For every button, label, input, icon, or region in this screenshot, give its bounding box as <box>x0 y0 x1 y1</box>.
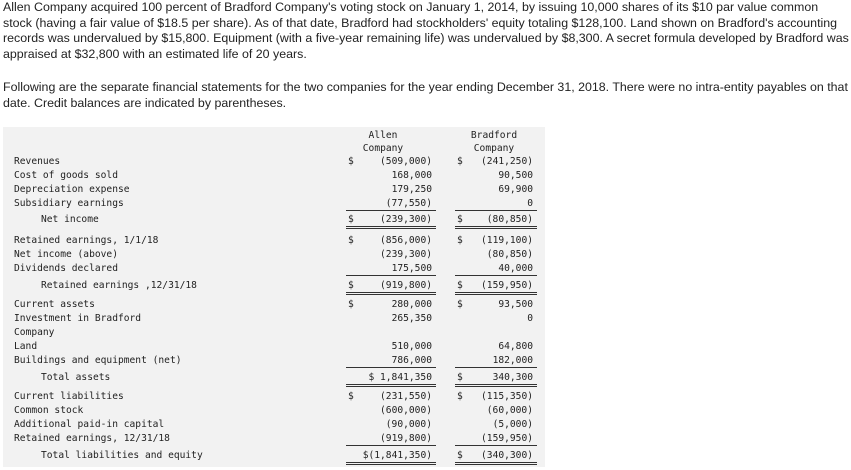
allen-amount: 510,000 <box>391 341 432 352</box>
allen-amount: (509,000) <box>380 156 432 167</box>
bradford-amount: 0 <box>527 313 533 324</box>
allen-value-cell <box>346 234 436 247</box>
allen-value-cell <box>346 169 436 182</box>
bradford-amount: (60,000) <box>486 405 533 416</box>
bradford-value-cell <box>455 371 537 387</box>
allen-amount: (239,300) <box>380 249 432 260</box>
row-label: Depreciation expense <box>14 184 130 195</box>
allen-value-cell <box>346 418 436 431</box>
bradford-value-cell <box>455 197 537 211</box>
allen-value-cell <box>346 404 436 417</box>
allen-value-cell <box>346 390 436 403</box>
bradford-value-cell <box>455 298 537 311</box>
bradford-value-cell <box>455 326 537 339</box>
allen-value-cell <box>346 197 436 211</box>
row-label: Retained earnings ,12/31/18 <box>41 280 197 291</box>
table-row <box>3 213 545 227</box>
row-label: Buildings and equipment (net) <box>14 355 182 366</box>
allen-value-cell <box>346 340 436 353</box>
bradford-amount: 0 <box>527 198 533 209</box>
allen-value-cell <box>346 183 436 196</box>
row-label: Common stock <box>14 405 84 416</box>
bradford-currency: $ <box>457 280 463 291</box>
bradford-value-cell <box>455 169 537 182</box>
bradford-amount: 340,300 <box>492 372 533 383</box>
bradford-value-cell <box>455 262 537 276</box>
table-row <box>3 418 545 432</box>
row-label: Current liabilities <box>14 391 124 402</box>
allen-amount: 265,350 <box>391 313 432 324</box>
row-label: Total liabilities and equity <box>41 450 203 461</box>
table-row <box>3 340 545 354</box>
row-label: Cost of goods sold <box>14 170 118 181</box>
instructions-paragraph: Following are the separate financial statements for the two companies for the year ending December 31, 2018. There were no intra-entity payables on that date. Credit balances are indicated by parentheses. <box>3 80 848 110</box>
table-row <box>3 449 545 463</box>
bradford-amount: (241,250) <box>481 156 533 167</box>
bradford-amount: (340,300) <box>481 450 533 461</box>
bradford-amount: 64,800 <box>498 341 533 352</box>
bradford-currency: $ <box>457 299 463 310</box>
table-row <box>3 234 545 248</box>
bradford-amount: (80,850) <box>486 249 533 260</box>
bradford-amount: 40,000 <box>498 263 533 274</box>
bradford-value-cell <box>455 354 537 368</box>
bradford-value-cell <box>455 234 537 247</box>
allen-currency: $ <box>348 299 354 310</box>
allen-currency: $ <box>348 156 354 167</box>
table-row <box>3 354 545 368</box>
allen-header-line2: Company <box>362 143 404 154</box>
bradford-value-cell <box>455 183 537 196</box>
row-label: Dividends declared <box>14 263 118 274</box>
allen-amount: 280,000 <box>391 299 432 310</box>
allen-amount: (77,550) <box>385 198 432 209</box>
bradford-amount: (119,100) <box>481 235 533 246</box>
row-label: Land <box>14 341 38 352</box>
row-label: Company <box>14 327 55 338</box>
bradford-value-cell <box>455 449 537 465</box>
table-row <box>3 197 545 211</box>
table-row <box>3 279 545 293</box>
bradford-amount: (159,950) <box>481 433 533 444</box>
table-row <box>3 183 545 197</box>
allen-amount: (90,000) <box>385 419 432 430</box>
allen-currency: $ <box>348 214 354 225</box>
bradford-value-cell <box>455 418 537 431</box>
bradford-value-cell <box>455 340 537 353</box>
row-label: Retained earnings, 12/31/18 <box>14 433 170 444</box>
allen-currency: $ <box>348 280 354 291</box>
bradford-value-cell <box>455 279 537 295</box>
allen-value-cell <box>346 298 436 311</box>
allen-amount: (600,000) <box>380 405 432 416</box>
bradford-value-cell <box>455 432 537 446</box>
financial-statements-table <box>3 127 545 467</box>
row-label: Retained earnings, 1/1/18 <box>14 235 159 246</box>
bradford-amount: (80,850) <box>486 214 533 225</box>
allen-amount: (919,800) <box>380 280 432 291</box>
allen-amount: 168,000 <box>391 170 432 181</box>
allen-currency: $ <box>348 391 354 402</box>
bradford-value-cell <box>455 404 537 417</box>
allen-currency: $ <box>348 235 354 246</box>
table-row <box>3 326 545 340</box>
bradford-currency: $ <box>457 235 463 246</box>
allen-amount: (231,550) <box>380 391 432 402</box>
bradford-amount: 93,500 <box>498 299 533 310</box>
table-row <box>3 390 545 404</box>
bradford-currency: $ <box>457 450 463 461</box>
row-label: Net income <box>41 214 99 225</box>
row-label: Revenues <box>14 156 61 167</box>
bradford-company-header <box>449 129 539 155</box>
bradford-value-cell <box>455 213 537 229</box>
table-row <box>3 371 545 385</box>
allen-amount: $ 1,841,350 <box>368 372 432 383</box>
bradford-amount: 90,500 <box>498 170 533 181</box>
allen-company-header <box>333 129 433 155</box>
allen-amount: 179,250 <box>391 184 432 195</box>
bradford-amount: (159,950) <box>481 280 533 291</box>
bradford-currency: $ <box>457 214 463 225</box>
problem-paragraph: Allen Company acquired 100 percent of Bradford Company's voting stock on January 1, 2014, by issuing 10,000 shares of its $10 par value common stock (having a fair value of $18.5 per share). As of that date, Bradford had stockholders' equity totaling $128,100. Land shown on Bradford's accounting records was undervalued by $15,800. Equipment (with a five-year remaining life) was undervalued by $8,300. A secret formula developed by Bradford was appraised at $32,800 with an estimated life of 20 years. <box>3 0 849 61</box>
table-row <box>3 298 545 312</box>
allen-value-cell <box>346 326 436 339</box>
table-row <box>3 404 545 418</box>
allen-value-cell <box>346 432 436 446</box>
bradford-currency: $ <box>457 391 463 402</box>
bradford-header-line2: Company <box>473 143 515 154</box>
bradford-amount: (5,000) <box>492 419 533 430</box>
bradford-amount: (115,350) <box>481 391 533 402</box>
bradford-header-line1: Bradford <box>470 130 518 141</box>
allen-value-cell <box>346 449 436 465</box>
allen-value-cell <box>346 312 436 325</box>
bradford-value-cell <box>455 248 537 261</box>
allen-value-cell <box>346 155 436 168</box>
table-row <box>3 155 545 169</box>
bradford-currency: $ <box>457 156 463 167</box>
allen-amount: (856,000) <box>380 235 432 246</box>
allen-amount: 175,500 <box>391 263 432 274</box>
allen-value-cell <box>346 213 436 229</box>
allen-value-cell <box>346 248 436 261</box>
allen-amount: 786,000 <box>391 355 432 366</box>
table-row <box>3 432 545 446</box>
allen-amount: (239,300) <box>380 214 432 225</box>
allen-value-cell <box>346 279 436 295</box>
row-label: Additional paid-in capital <box>14 419 165 430</box>
allen-amount: $(1,841,350) <box>362 450 432 461</box>
bradford-value-cell <box>455 155 537 168</box>
table-row <box>3 312 545 326</box>
allen-value-cell <box>346 371 436 387</box>
table-row <box>3 262 545 276</box>
allen-value-cell <box>346 354 436 368</box>
row-label: Net income (above) <box>14 249 118 260</box>
bradford-currency: $ <box>457 372 463 383</box>
row-label: Subsidiary earnings <box>14 198 124 209</box>
row-label: Total assets <box>41 372 111 383</box>
bradford-value-cell <box>455 312 537 325</box>
bradford-amount: 69,900 <box>498 184 533 195</box>
allen-amount: (919,800) <box>380 433 432 444</box>
row-label: Investment in Bradford <box>14 313 142 324</box>
bradford-amount: 182,000 <box>492 355 533 366</box>
table-row <box>3 169 545 183</box>
allen-header-line1: Allen <box>368 130 398 141</box>
row-label: Current assets <box>14 299 95 310</box>
table-row <box>3 248 545 262</box>
bradford-value-cell <box>455 390 537 403</box>
allen-value-cell <box>346 262 436 276</box>
